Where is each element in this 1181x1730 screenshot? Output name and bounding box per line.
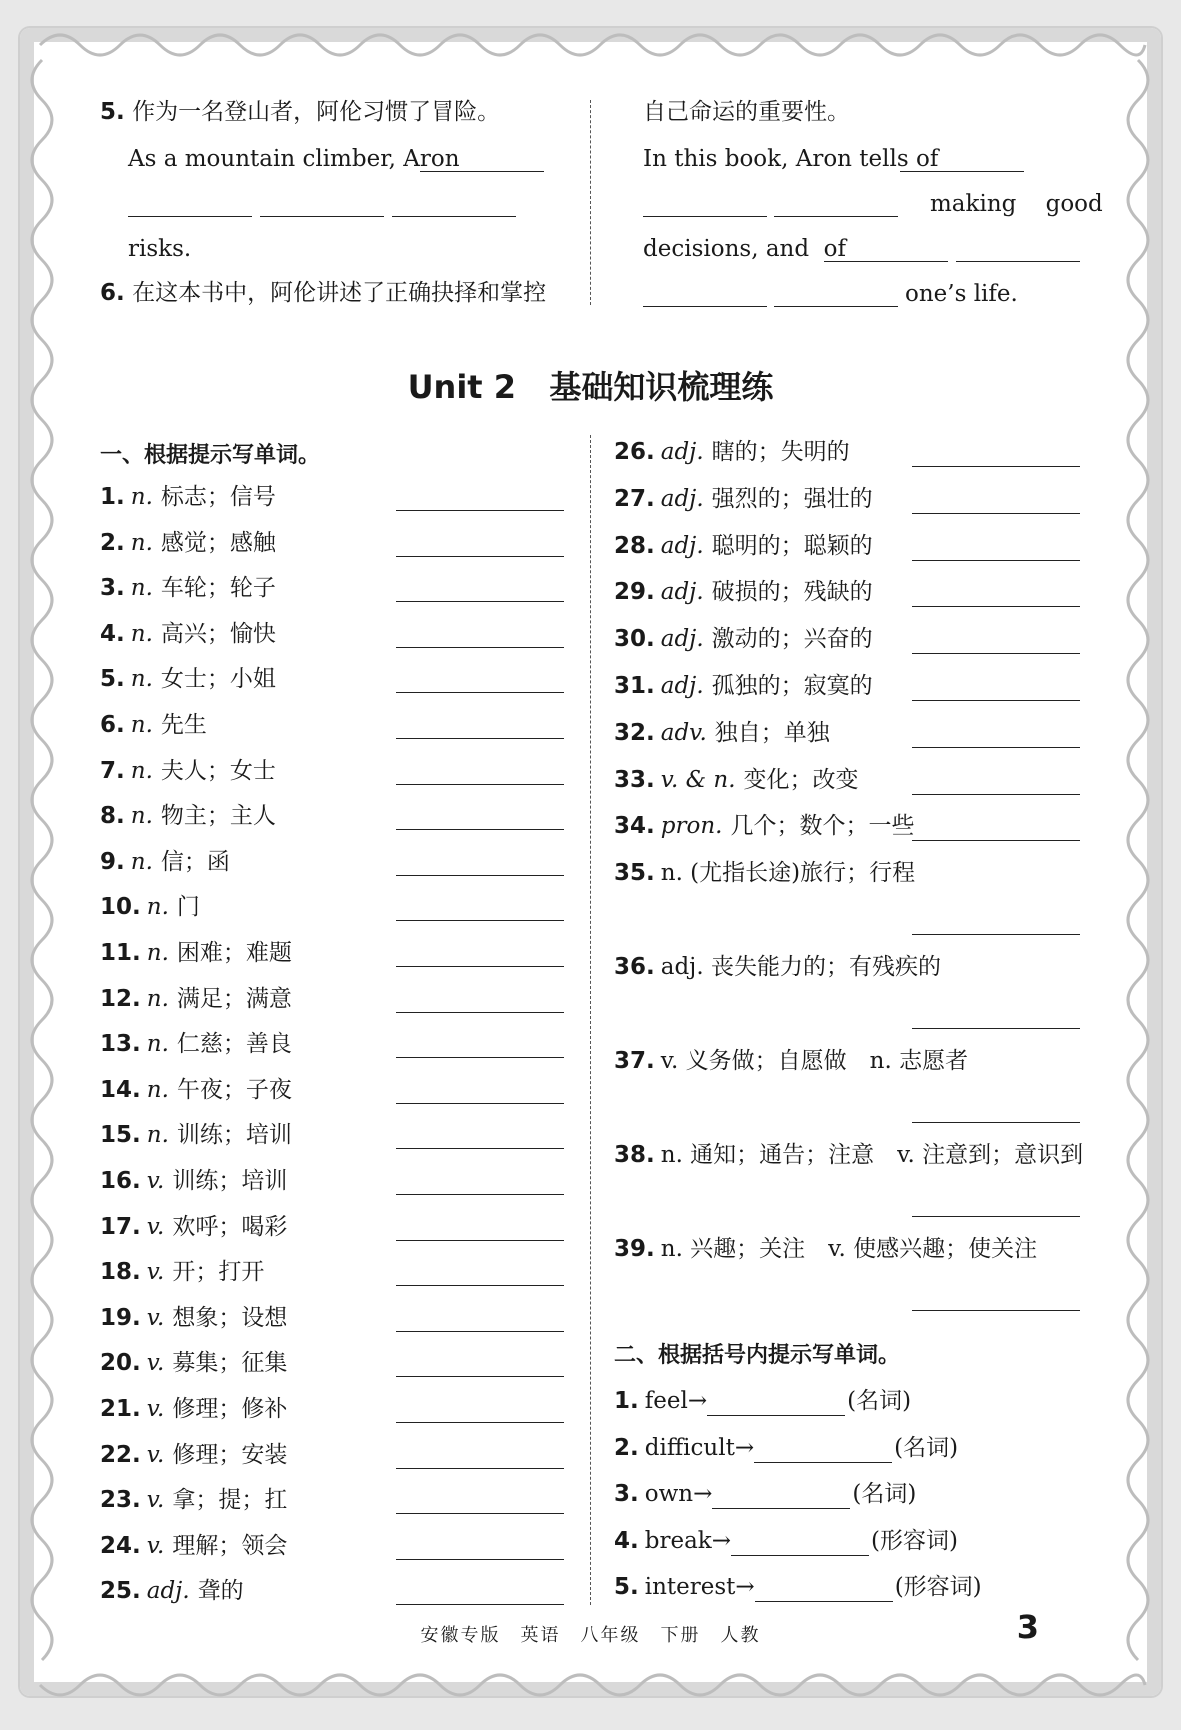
q6-blank-1[interactable] (900, 171, 1024, 172)
answer-blank[interactable] (912, 934, 1080, 935)
word-item (100, 1485, 287, 1515)
q6-blank-7[interactable] (774, 306, 898, 307)
item-number: 26. (614, 439, 655, 465)
item-word: feel→ (644, 1388, 708, 1414)
item-cn: 训练；培训 (172, 1168, 288, 1194)
q6-cn (100, 278, 546, 308)
item-word: own→ (644, 1481, 713, 1507)
item-number: 25. (100, 1578, 141, 1605)
item-pos: adj. (660, 485, 704, 512)
word-item (100, 1394, 287, 1424)
q6-blank-3[interactable] (774, 216, 898, 217)
word-item (614, 531, 873, 561)
answer-blank[interactable] (396, 1331, 564, 1332)
item-number: 24. (100, 1532, 141, 1559)
item-number: 34. (614, 813, 655, 840)
answer-blank[interactable] (912, 560, 1080, 561)
answer-blank[interactable] (396, 920, 564, 921)
word-item (614, 1046, 968, 1076)
item-cn: 满足；满意 (176, 985, 292, 1012)
item-pos: n. (146, 985, 169, 1012)
q5-cn (100, 97, 500, 127)
q5-number: 5. (100, 99, 125, 125)
item-hint: (名词) (852, 1481, 917, 1507)
item-pos: adj. (660, 532, 704, 559)
item-number: 35. (614, 860, 655, 886)
item-pos: v. (146, 1168, 165, 1194)
item-cn: 修理；安装 (172, 1441, 288, 1468)
item-pos: v. (146, 1259, 165, 1286)
word-item (100, 1212, 287, 1242)
word-item (614, 765, 859, 795)
item-number: 22. (100, 1441, 141, 1468)
item-number: 1. (100, 484, 125, 510)
item-cn: 夫人；女士 (160, 757, 276, 784)
item-number: 4. (100, 620, 125, 647)
word-item (100, 528, 276, 558)
answer-blank[interactable] (912, 1310, 1080, 1311)
q5-blank-1[interactable] (420, 171, 544, 172)
answer-blank[interactable] (396, 1194, 564, 1195)
transform-item (614, 1433, 958, 1463)
item-number: 39. (614, 1236, 655, 1262)
item-cn: 标志；信号 (160, 484, 276, 510)
item-number: 8. (100, 803, 125, 830)
item-number: 3. (614, 1481, 639, 1507)
item-pos: adj. (660, 579, 704, 606)
item-number: 9. (100, 848, 125, 875)
answer-blank[interactable] (396, 875, 564, 876)
q6-en-1: In this book, Aron tells of (643, 146, 939, 172)
item-cn: 拿；提；扛 (172, 1487, 288, 1514)
item-cn: 强烈的；强壮的 (711, 485, 873, 512)
item-hint: (形容词) (871, 1527, 958, 1554)
word-item (100, 1440, 287, 1470)
answer-blank[interactable] (396, 966, 564, 967)
transform-item (614, 1526, 958, 1556)
q6-en-2: making good (930, 191, 1103, 217)
answer-blank[interactable] (396, 1012, 564, 1013)
answer-blank[interactable] (912, 653, 1080, 654)
item-cn: 女士；小姐 (160, 666, 276, 693)
item-word: interest→ (644, 1574, 755, 1600)
word-item (100, 984, 292, 1014)
answer-blank[interactable] (712, 1484, 850, 1509)
word-item (100, 892, 200, 922)
word-item (100, 1303, 287, 1333)
item-number: 33. (614, 766, 655, 793)
answer-blank[interactable] (912, 466, 1080, 467)
item-number: 18. (100, 1259, 141, 1286)
item-number: 27. (614, 485, 655, 512)
answer-blank[interactable] (912, 700, 1080, 701)
item-pos: n. (130, 757, 153, 784)
item-text: adj. 丧失能力的；有残疾的 (660, 954, 941, 980)
q6-blank-2[interactable] (643, 216, 767, 217)
item-pos: v. (146, 1532, 165, 1559)
word-item (100, 1166, 287, 1196)
word-item (100, 619, 276, 649)
item-cn: 高兴；愉快 (160, 620, 276, 647)
word-item (614, 858, 915, 888)
item-pos: n. (146, 1122, 169, 1149)
item-number: 11. (100, 940, 141, 966)
item-number: 20. (100, 1350, 141, 1377)
item-cn: 几个；数个；一些 (730, 813, 915, 840)
word-item (100, 710, 207, 740)
item-pos: adv. (660, 719, 707, 746)
q5-cn-text: 作为一名登山者，阿伦习惯了冒险。 (132, 99, 501, 125)
item-pos: n. (146, 894, 169, 921)
item-cn: 午夜；子夜 (176, 1076, 292, 1103)
item-pos: n. (130, 484, 153, 510)
transform-item (614, 1479, 916, 1509)
item-pos: adj. (660, 439, 704, 465)
item-text: n. 通知；通告；注意 v. 注意到；意识到 (660, 1142, 1084, 1168)
answer-blank[interactable] (912, 1216, 1080, 1217)
item-word: break→ (644, 1527, 731, 1554)
word-item (100, 801, 276, 831)
item-pos: n. (130, 848, 153, 875)
item-pos: v. (146, 1304, 165, 1331)
word-item (614, 811, 914, 841)
item-text: v. 义务做；自愿做 n. 志愿者 (660, 1048, 969, 1074)
item-cn: 独自；单独 (714, 719, 830, 746)
item-number: 16. (100, 1168, 141, 1194)
q6-en-4: one’s life. (905, 281, 1018, 307)
item-pos: v. (146, 1213, 165, 1240)
item-cn: 仁慈；善良 (176, 1031, 292, 1058)
item-cn: 孤独的；寂寞的 (711, 673, 873, 699)
answer-blank[interactable] (396, 829, 564, 830)
answer-blank[interactable] (912, 840, 1080, 841)
answer-blank[interactable] (396, 1148, 564, 1149)
answer-blank[interactable] (396, 1376, 564, 1377)
answer-blank[interactable] (707, 1391, 845, 1416)
answer-blank[interactable] (396, 647, 564, 648)
item-pos: n. (146, 940, 169, 966)
answer-blank[interactable] (396, 510, 564, 511)
word-item (614, 952, 941, 982)
item-number: 2. (614, 1434, 639, 1461)
item-pos: n. (146, 1076, 169, 1103)
item-pos: n. (130, 666, 153, 693)
answer-blank[interactable] (396, 1103, 564, 1104)
item-number: 1. (614, 1388, 639, 1414)
item-cn: 训练；培训 (176, 1122, 292, 1149)
item-pos: n. (130, 803, 153, 830)
item-word: difficult→ (644, 1434, 755, 1461)
answer-blank[interactable] (396, 1559, 564, 1560)
q5-en: As a mountain climber, Aron (128, 146, 460, 172)
transform-item (614, 1572, 982, 1602)
footer-text: 安徽专版 英语 八年级 下册 人教 (420, 1625, 761, 1646)
item-cn: 困难；难题 (176, 940, 292, 966)
item-cn: 修理；修补 (172, 1396, 288, 1422)
item-number: 32. (614, 719, 655, 746)
item-hint: (形容词) (894, 1574, 982, 1600)
page-number: 3 (1016, 1608, 1039, 1646)
item-number: 30. (614, 626, 655, 653)
word-item (100, 1075, 292, 1105)
q6-blank-5[interactable] (956, 261, 1080, 262)
item-number: 6. (100, 712, 125, 738)
item-hint: (名词) (894, 1434, 959, 1461)
transform-item (614, 1386, 911, 1416)
q5-blank-4[interactable] (392, 216, 516, 217)
q6-blank-4[interactable] (824, 261, 948, 262)
word-item (100, 847, 230, 877)
q6-cn-text: 在这本书中，阿伦讲述了正确抉择和掌控 (132, 280, 547, 306)
word-item (614, 437, 850, 467)
answer-blank[interactable] (396, 1604, 564, 1605)
item-cn: 物主；主人 (160, 803, 276, 830)
item-number: 19. (100, 1304, 141, 1331)
item-number: 12. (100, 985, 141, 1012)
item-cn: 先生 (160, 712, 207, 738)
item-pos: n. (130, 620, 153, 647)
word-item (614, 624, 873, 654)
answer-blank[interactable] (755, 1577, 893, 1602)
word-item (100, 1348, 287, 1378)
unit-title: Unit 2 基础知识梳理练 (407, 368, 774, 406)
item-number: 29. (614, 579, 655, 606)
item-cn: 聋的 (197, 1578, 244, 1605)
item-text: n. 兴趣；关注 v. 使感兴趣；使关注 (660, 1236, 1038, 1262)
section2-title: 二、根据括号内提示写单词。 (614, 1343, 901, 1368)
answer-blank[interactable] (912, 513, 1080, 514)
item-cn: 聪明的；聪颖的 (711, 532, 873, 559)
word-item (614, 671, 873, 701)
answer-blank[interactable] (396, 692, 564, 693)
word-item (614, 577, 873, 607)
item-pos: adj. (146, 1578, 190, 1605)
item-cn: 破损的；残缺的 (711, 579, 873, 606)
q5-end: risks. (128, 236, 192, 262)
item-pos: v. & n. (660, 766, 736, 793)
answer-blank[interactable] (396, 601, 564, 602)
item-text: n. (尤指长途)旅行；行程 (660, 860, 916, 886)
answer-blank[interactable] (912, 747, 1080, 748)
q5-blank-3[interactable] (260, 216, 384, 217)
item-cn: 欢呼；喝彩 (172, 1213, 288, 1240)
item-number: 23. (100, 1487, 141, 1514)
column-divider-top (590, 100, 591, 305)
item-cn: 门 (176, 894, 200, 921)
item-cn: 信；函 (160, 848, 230, 875)
item-number: 28. (614, 532, 655, 559)
word-item (100, 938, 292, 968)
answer-blank[interactable] (912, 794, 1080, 795)
answer-blank[interactable] (731, 1531, 869, 1556)
answer-blank[interactable] (396, 556, 564, 557)
answer-blank[interactable] (912, 1122, 1080, 1123)
item-number: 21. (100, 1396, 141, 1422)
word-item (614, 718, 830, 748)
column-divider-main (590, 435, 591, 1605)
item-cn: 理解；领会 (172, 1532, 288, 1559)
item-number: 37. (614, 1048, 655, 1074)
item-pos: v. (146, 1487, 165, 1514)
word-item (100, 664, 276, 694)
item-number: 13. (100, 1031, 141, 1058)
item-number: 10. (100, 894, 141, 921)
item-number: 2. (100, 529, 125, 556)
item-number: 7. (100, 757, 125, 784)
item-hint: (名词) (847, 1388, 912, 1414)
item-number: 17. (100, 1213, 141, 1240)
q5-blank-2[interactable] (128, 216, 252, 217)
item-cn: 想象；设想 (172, 1304, 288, 1331)
word-item (614, 484, 873, 514)
item-number: 38. (614, 1142, 655, 1168)
item-number: 14. (100, 1076, 141, 1103)
section1-title: 一、根据提示写单词。 (100, 443, 321, 468)
item-number: 5. (100, 666, 125, 693)
word-item (100, 756, 276, 786)
item-number: 15. (100, 1122, 141, 1149)
item-pos: v. (146, 1396, 165, 1422)
answer-blank[interactable] (396, 784, 564, 785)
item-cn: 车轮；轮子 (160, 575, 276, 602)
answer-blank[interactable] (396, 1422, 564, 1423)
answer-blank[interactable] (912, 1028, 1080, 1029)
item-pos: v. (146, 1441, 165, 1468)
word-item (100, 482, 276, 512)
answer-blank[interactable] (396, 1285, 564, 1286)
item-number: 36. (614, 954, 655, 980)
item-pos: v. (146, 1350, 165, 1377)
word-item (100, 1576, 244, 1606)
item-pos: pron. (660, 813, 723, 840)
answer-blank[interactable] (396, 1513, 564, 1514)
answer-blank[interactable] (754, 1438, 892, 1463)
q6-number: 6. (100, 280, 125, 306)
answer-blank[interactable] (396, 1468, 564, 1469)
item-number: 5. (614, 1574, 639, 1600)
item-number: 3. (100, 575, 125, 602)
item-cn: 开；打开 (172, 1259, 265, 1286)
item-pos: n. (146, 1031, 169, 1058)
item-pos: adj. (660, 673, 704, 699)
item-cn: 瞎的；失明的 (711, 439, 850, 465)
answer-blank[interactable] (912, 606, 1080, 607)
item-cn: 变化；改变 (743, 766, 859, 793)
item-pos: n. (130, 529, 153, 556)
q6-blank-6[interactable] (643, 306, 767, 307)
q6-cn-cont: 自己命运的重要性。 (643, 99, 850, 125)
item-cn: 感觉；感触 (160, 529, 276, 556)
word-item (100, 1120, 292, 1150)
item-cn: 募集；征集 (172, 1350, 288, 1377)
word-item (100, 1531, 287, 1561)
word-item (100, 1257, 264, 1287)
item-number: 4. (614, 1527, 639, 1554)
item-pos: adj. (660, 626, 704, 653)
word-item (614, 1140, 1083, 1170)
item-pos: n. (130, 575, 153, 602)
answer-blank[interactable] (396, 1057, 564, 1058)
q6-en-3: decisions, and of (643, 236, 847, 262)
item-pos: n. (130, 712, 153, 738)
word-item (100, 573, 276, 603)
item-number: 31. (614, 673, 655, 699)
answer-blank[interactable] (396, 1240, 564, 1241)
item-cn: 激动的；兴奋的 (711, 626, 873, 653)
word-item (614, 1234, 1037, 1264)
word-item (100, 1029, 292, 1059)
answer-blank[interactable] (396, 738, 564, 739)
